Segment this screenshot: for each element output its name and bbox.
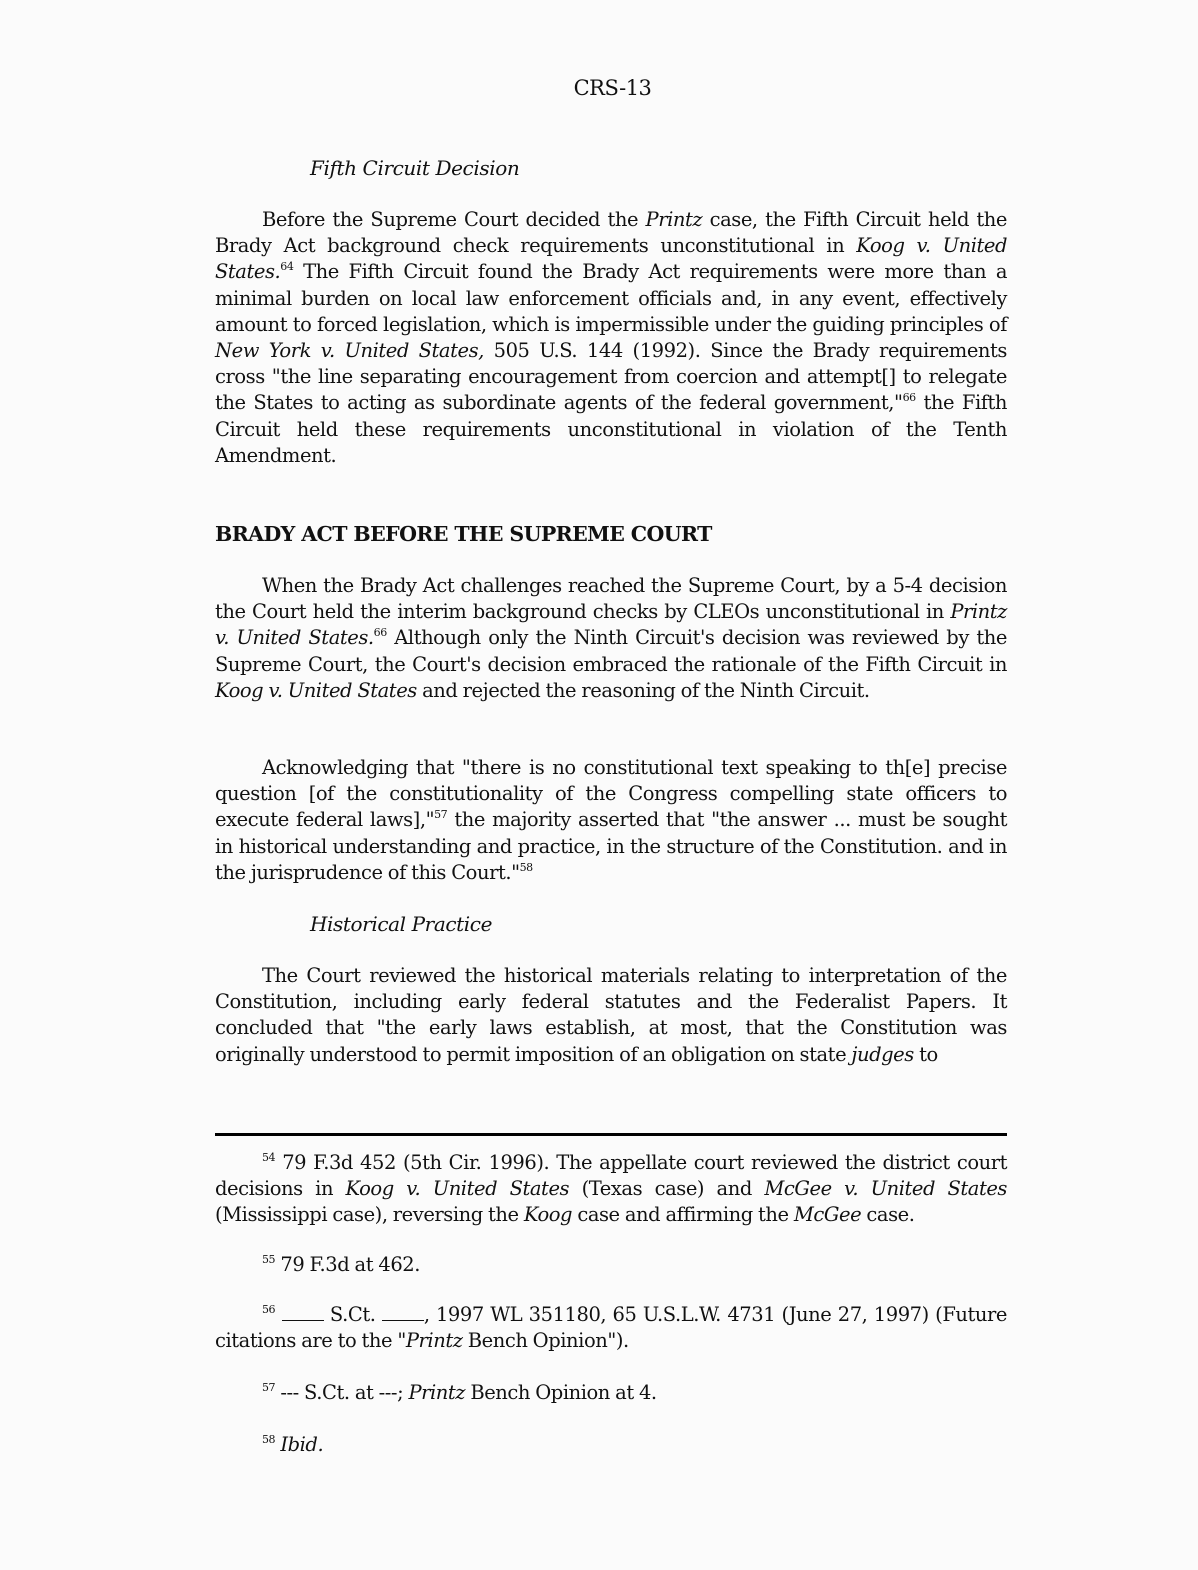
text: 79 F.3d 452 (5th Cir. 1996). The appellate court reviewed the district court decisions in	[215, 1151, 1007, 1201]
section-fifth-circuit	[215, 156, 1007, 180]
text: S.Ct.	[323, 1303, 382, 1326]
paragraph-historical-practice	[215, 963, 1007, 1068]
case-name: McGee	[793, 1203, 862, 1227]
text: case.	[861, 1203, 915, 1227]
case-name: Printz	[405, 1329, 463, 1353]
text: case and affirming the	[572, 1203, 794, 1227]
case-name: Koog v. United States.	[215, 234, 1007, 284]
footnote-number: 55	[262, 1253, 276, 1266]
emphasis: judges	[851, 1042, 914, 1066]
text: and rejected the reasoning of the Ninth Circuit.	[416, 678, 870, 702]
blank-line	[382, 1306, 424, 1321]
text: the majority asserted that "the answer ... must be sought in historical understanding and practice, in the structure of the Constitution. and in the jurisprudence of this Court."	[215, 808, 1008, 884]
page-header: CRS-13	[573, 76, 652, 100]
text: (Mississippi case), reversing the	[215, 1203, 524, 1227]
case-name: Printz v. United States.	[215, 600, 1007, 650]
footnote-57	[215, 1380, 1007, 1406]
footnote-ref[interactable]: 66	[902, 391, 916, 405]
paragraph-fifth-circuit	[215, 207, 1007, 469]
case-name: Koog v. United States	[345, 1177, 570, 1201]
text: Bench Opinion at 4.	[465, 1381, 657, 1404]
case-name: Printz	[408, 1381, 466, 1404]
footnote-55	[215, 1252, 1007, 1278]
subheading-historical-practice: Historical Practice	[310, 912, 493, 936]
text: 505 U.S. 144 (1992). Since the Brady requirements cross "the line separating encouragement from coercion and attempt[] to relegate the States to acting as subordinate agents of the federal government,"	[215, 339, 1007, 415]
text: (Texas case) and	[569, 1177, 765, 1201]
footnote-divider	[215, 1133, 1007, 1136]
text: to	[913, 1042, 938, 1066]
text: , 1997 WL 351180, 65 U.S.L.W. 4731 (June 27, 1997) (Future citations are to the "	[215, 1303, 1007, 1353]
case-name: New York v. United States,	[215, 339, 484, 363]
case-name: Koog	[523, 1203, 573, 1227]
section-heading: BRADY ACT BEFORE THE SUPREME COURT	[215, 522, 712, 546]
footnote-ref[interactable]: 66	[373, 626, 387, 640]
text: case, the Fifth Circuit held the Brady Act background check requirements unconstitutional in	[215, 208, 1007, 258]
footnote-ref[interactable]: 58	[519, 860, 533, 874]
footnote-ref[interactable]: 64	[280, 260, 294, 274]
footnote-number: 58	[262, 1433, 276, 1446]
text: the Fifth Circuit held these requirements unconstitutional in violation of the Tenth Amendment.	[215, 391, 1008, 467]
footnote-number: 57	[262, 1381, 276, 1394]
case-name: McGee v. United States	[764, 1177, 1007, 1201]
text: Bench Opinion").	[462, 1329, 629, 1353]
text: Before the Supreme Court decided the	[262, 208, 646, 231]
footnote-56	[215, 1302, 1007, 1354]
text: --- S.Ct. at ---;	[275, 1381, 409, 1404]
case-name: Printz	[645, 208, 703, 231]
blank-line	[282, 1306, 324, 1321]
text: The Fifth Circuit found the Brady Act requirements were more than a minimal burden on local law enforcement officials and, in any event, effectively amount to forced legislation, which is impermissible under the guiding principles of	[215, 260, 1007, 336]
section-supreme-court	[215, 522, 1007, 546]
text: Although only the Ninth Circuit's decision was reviewed by the Supreme Court, the Court's decision embraced the rationale of the Fifth Circuit in	[215, 626, 1007, 676]
section-historical-practice	[215, 912, 1007, 936]
subheading-fifth-circuit: Fifth Circuit Decision	[310, 156, 520, 180]
text: Acknowledging that "there is no constitutional text speaking to th[e] precise question [of the constitutionality of the Congress compelling state officers to execute federal laws],"	[215, 756, 1007, 832]
footnote-58	[215, 1432, 1007, 1458]
case-name: Koog v. United States	[215, 678, 417, 702]
footnote-ref[interactable]: 57	[434, 808, 448, 822]
paragraph-supreme-court-1	[215, 573, 1007, 704]
footnote-number: 56	[262, 1303, 276, 1316]
footnote-number: 54	[262, 1151, 276, 1164]
ibid: Ibid.	[280, 1433, 324, 1456]
footnote-54	[215, 1150, 1007, 1229]
paragraph-supreme-court-2	[215, 755, 1007, 886]
text: The Court reviewed the historical materials relating to interpretation of the Constitution, including early federal statutes and the Federalist Papers. It concluded that "the early laws establish, at most, that the Constitution was originally understood to permit imposition of an obligation on state	[215, 964, 1007, 1066]
text: 79 F.3d at 462.	[275, 1253, 420, 1276]
text: When the Brady Act challenges reached the Supreme Court, by a 5-4 decision the Court held the interim background checks by CLEOs unconstitutional in	[215, 574, 1007, 624]
